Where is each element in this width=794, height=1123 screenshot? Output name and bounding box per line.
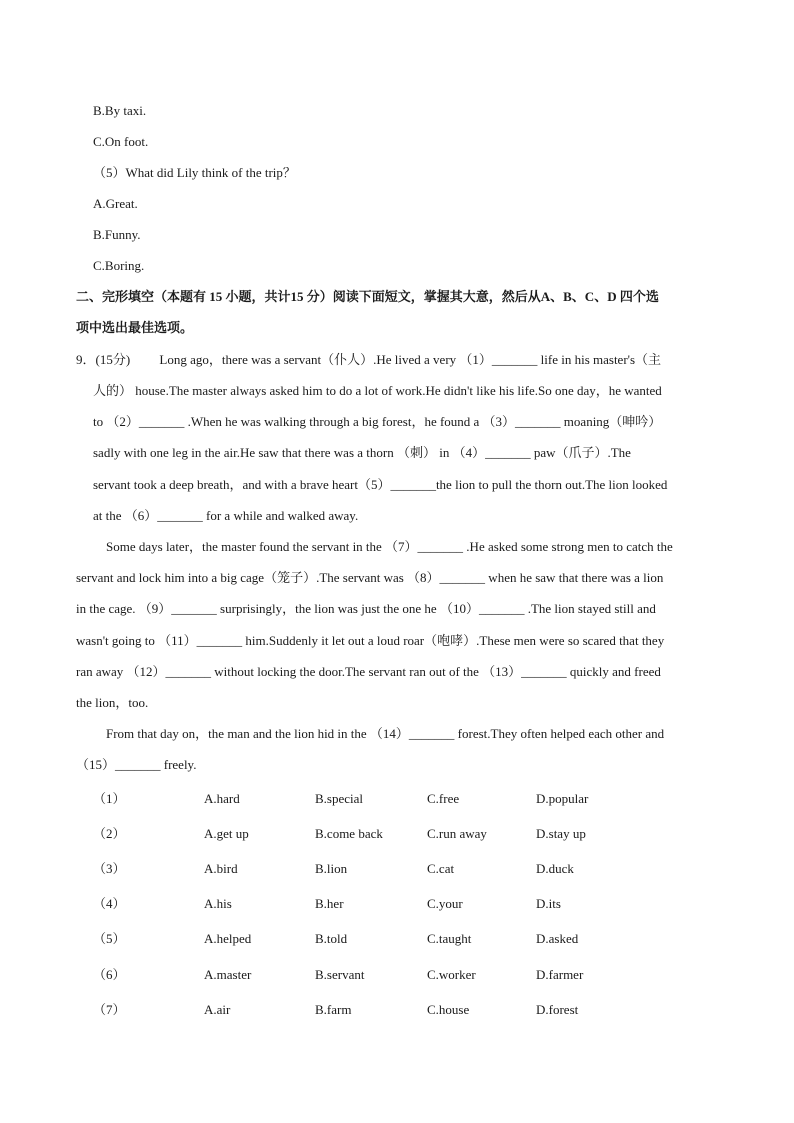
choice-b: B.farm [315,1002,352,1017]
passage-line: （15）_______ freely. [76,757,197,772]
choice-c: C.worker [427,967,476,982]
passage-line: 9．(15分) Long ago，there was a servant（仆人）.He lived a very （1）_______ life in his master's（主 [76,352,662,367]
choice-d: D.farmer [536,967,584,982]
choice-a: A.helped [204,931,252,946]
choice-b: B.her [315,896,344,911]
choice-c: C.free [427,791,460,806]
choice-number: （2） [93,826,126,841]
choice-a: A.get up [204,826,249,841]
choice-b: B.lion [315,861,348,876]
passage-line: wasn't going to （11）_______ him.Suddenly it let out a loud roar（咆哮）.These men were so scared that they [76,633,665,648]
choice-a: A.bird [204,861,238,876]
choice-c: C.run away [427,826,487,841]
option-c-prev: C.On foot. [93,134,149,149]
passage-line: sadly with one leg in the air.He saw that there was a thorn （刺） in （4）_______ paw（爪子）.The [93,445,631,460]
passage-line: the lion，too. [76,695,149,710]
choice-d: D.forest [536,1002,579,1017]
choice-c: C.house [427,1002,470,1017]
section-2-heading-cont: 项中选出最佳选项。 [76,320,194,335]
passage-line: ran away （12）_______ without locking the door.The servant ran out of the （13）_______ quickly and freed [76,664,661,679]
section-2-heading: 二、完形填空（本题有 15 小题，共计15 分）阅读下面短文，掌握其大意，然后从A、B、C、D 四个选 [76,289,659,304]
passage-line: servant and lock him into a big cage（笼子）.The servant was （8）_______ when he saw that there was a lion [76,570,664,585]
passage-line: 人的） house.The master always asked him to do a lot of work.He didn't like his life.So one day，he wanted [93,383,662,398]
choice-d: D.its [536,896,561,911]
choice-c: C.your [427,896,463,911]
choice-b: B.special [315,791,364,806]
choice-a: A.air [204,1002,231,1017]
choice-a: A.his [204,896,232,911]
choice-d: D.duck [536,861,574,876]
choice-b: B.told [315,931,348,946]
choice-number: （7） [93,1002,126,1017]
choice-number: （5） [93,931,126,946]
choice-b: B.servant [315,967,365,982]
choice-number: （1） [93,791,126,806]
choice-number: （3） [93,861,126,876]
passage-line: at the （6）_______ for a while and walked away. [93,508,359,523]
question-5-stem: （5）What did Lily think of the trip？ [93,165,296,180]
choice-c: C.cat [427,861,455,876]
passage-line: Some days later，the master found the servant in the （7）_______ .He asked some strong men to catch the [93,539,673,554]
passage-line: in the cage. （9）_______ surprisingly，the lion was just the one he （10）_______ .The lion stayed still and [76,601,656,616]
choice-d: D.stay up [536,826,586,841]
passage-line: to （2）_______ .When he was walking through a big forest，he found a （3）_______ moaning（呻吟） [93,414,662,429]
choice-number: （4） [93,896,126,911]
choice-b: B.come back [315,826,383,841]
choice-c: C.taught [427,931,472,946]
q5-option-a: A.Great. [93,196,138,211]
passage-line: servant took a deep breath，and with a brave heart（5）_______the lion to pull the thorn out.The lion looked [93,477,668,492]
choice-a: A.hard [204,791,240,806]
q5-option-c: C.Boring. [93,258,145,273]
passage-line: From that day on，the man and the lion hid in the （14）_______ forest.They often helped each other and [93,726,665,741]
choice-d: D.popular [536,791,589,806]
choice-number: （6） [93,967,126,982]
choice-a: A.master [204,967,252,982]
q5-option-b: B.Funny. [93,227,141,242]
choice-d: D.asked [536,931,579,946]
option-b-prev: B.By taxi. [93,103,147,118]
